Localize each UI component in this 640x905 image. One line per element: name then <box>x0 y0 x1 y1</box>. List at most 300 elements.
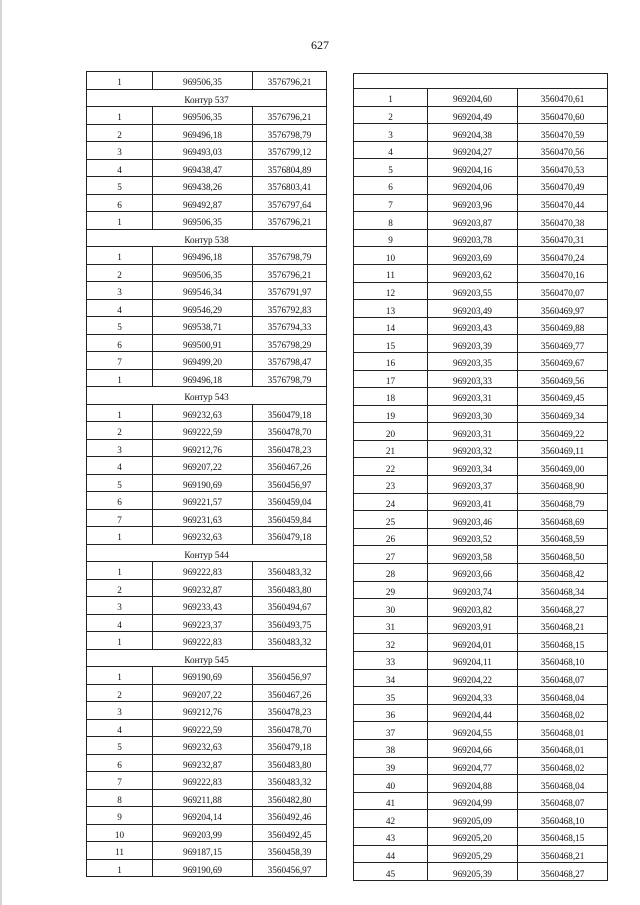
point-number-cell: 22 <box>354 458 428 476</box>
point-number-cell: 5 <box>87 737 153 755</box>
x-coordinate-cell: 969205,29 <box>428 845 518 863</box>
table-row <box>87 719 327 737</box>
table-row <box>354 423 608 441</box>
y-coordinate-cell: 3560468,07 <box>518 669 608 687</box>
point-number-cell: 38 <box>354 739 428 757</box>
point-number-cell: 3 <box>354 124 428 142</box>
point-number-cell: 23 <box>354 476 428 494</box>
contour-header-row <box>87 229 327 247</box>
point-number-cell: 1 <box>87 107 153 125</box>
y-coordinate-cell: 3560468,02 <box>518 757 608 775</box>
table-row <box>354 775 608 793</box>
table-row <box>354 476 608 494</box>
x-coordinate-cell: 969207,22 <box>153 457 253 475</box>
table-row <box>354 599 608 617</box>
table-row <box>354 652 608 670</box>
point-number-cell: 44 <box>354 845 428 863</box>
y-coordinate-cell: 3560468,21 <box>518 845 608 863</box>
y-coordinate-cell: 3576794,33 <box>253 317 327 335</box>
x-coordinate-cell: 969232,87 <box>153 579 253 597</box>
x-coordinate-cell: 969205,39 <box>428 863 518 881</box>
y-coordinate-cell: 3560468,10 <box>518 810 608 828</box>
y-coordinate-cell: 3560458,39 <box>253 842 327 860</box>
table-row <box>87 842 327 860</box>
contour-header-row <box>87 649 327 667</box>
y-coordinate-cell: 3576797,64 <box>253 194 327 212</box>
point-number-cell: 8 <box>87 789 153 807</box>
x-coordinate-cell: 969203,66 <box>428 564 518 582</box>
x-coordinate-cell: 969204,88 <box>428 775 518 793</box>
table-row <box>354 194 608 212</box>
y-coordinate-cell: 3560470,53 <box>518 159 608 177</box>
point-number-cell: 1 <box>87 369 153 387</box>
y-coordinate-cell: 3560482,80 <box>253 789 327 807</box>
y-coordinate-cell: 3576792,83 <box>253 299 327 317</box>
x-coordinate-cell: 969506,35 <box>153 107 253 125</box>
y-coordinate-cell: 3560469,56 <box>518 370 608 388</box>
y-coordinate-cell: 3560459,04 <box>253 492 327 510</box>
y-coordinate-cell: 3560468,79 <box>518 493 608 511</box>
x-coordinate-cell: 969496,18 <box>153 124 253 142</box>
x-coordinate-cell: 969203,82 <box>428 599 518 617</box>
x-coordinate-cell: 969546,29 <box>153 299 253 317</box>
table-row <box>354 704 608 722</box>
table-row <box>87 299 327 317</box>
y-coordinate-cell: 3560468,15 <box>518 634 608 652</box>
x-coordinate-cell: 969203,49 <box>428 300 518 318</box>
x-coordinate-cell: 969207,22 <box>153 684 253 702</box>
x-coordinate-cell: 969221,57 <box>153 492 253 510</box>
x-coordinate-cell: 969438,26 <box>153 177 253 195</box>
x-coordinate-cell: 969204,01 <box>428 634 518 652</box>
table-row <box>87 159 327 177</box>
y-coordinate-cell: 3560468,27 <box>518 599 608 617</box>
point-number-cell: 9 <box>354 229 428 247</box>
x-coordinate-cell: 969203,99 <box>153 824 253 842</box>
table-row <box>87 509 327 527</box>
point-number-cell: 1 <box>354 89 428 107</box>
contour-header-row <box>87 544 327 562</box>
point-number-cell: 32 <box>354 634 428 652</box>
y-coordinate-cell: 3560469,45 <box>518 388 608 406</box>
point-number-cell: 33 <box>354 652 428 670</box>
x-coordinate-cell: 969212,76 <box>153 702 253 720</box>
y-coordinate-cell: 3560468,27 <box>518 863 608 881</box>
contour-title: Контур 544 <box>87 544 327 562</box>
y-coordinate-cell: 3560470,49 <box>518 176 608 194</box>
point-number-cell: 4 <box>87 299 153 317</box>
x-coordinate-cell: 969203,74 <box>428 581 518 599</box>
y-coordinate-cell: 3560479,18 <box>253 737 327 755</box>
x-coordinate-cell: 969203,46 <box>428 511 518 529</box>
table-row <box>354 581 608 599</box>
table-row <box>87 72 327 90</box>
point-number-cell: 19 <box>354 405 428 423</box>
x-coordinate-cell: 969203,91 <box>428 616 518 634</box>
y-coordinate-cell: 3560468,07 <box>518 792 608 810</box>
y-coordinate-cell: 3560483,32 <box>253 562 327 580</box>
point-number-cell: 20 <box>354 423 428 441</box>
x-coordinate-cell: 969204,14 <box>153 807 253 825</box>
table-row <box>354 124 608 142</box>
point-number-cell: 10 <box>87 824 153 842</box>
table-row <box>87 334 327 352</box>
point-number-cell: 29 <box>354 581 428 599</box>
point-number-cell: 1 <box>87 859 153 877</box>
x-coordinate-cell: 969506,35 <box>153 72 253 90</box>
point-number-cell: 11 <box>87 842 153 860</box>
y-coordinate-cell: 3560469,22 <box>518 423 608 441</box>
y-coordinate-cell: 3560468,10 <box>518 652 608 670</box>
y-coordinate-cell: 3560483,80 <box>253 579 327 597</box>
y-coordinate-cell: 3560470,24 <box>518 247 608 265</box>
x-coordinate-cell: 969546,34 <box>153 282 253 300</box>
x-coordinate-cell: 969204,66 <box>428 739 518 757</box>
point-number-cell: 9 <box>87 807 153 825</box>
table-row <box>87 754 327 772</box>
table-row <box>87 264 327 282</box>
y-coordinate-cell: 3560469,00 <box>518 458 608 476</box>
table-row <box>87 369 327 387</box>
table-row <box>354 176 608 194</box>
x-coordinate-cell: 969204,22 <box>428 669 518 687</box>
x-coordinate-cell: 969190,69 <box>153 474 253 492</box>
y-coordinate-cell: 3560492,46 <box>253 807 327 825</box>
table-row <box>354 352 608 370</box>
point-number-cell: 7 <box>87 352 153 370</box>
table-row <box>354 528 608 546</box>
point-number-cell: 12 <box>354 282 428 300</box>
y-coordinate-cell: 3560478,70 <box>253 719 327 737</box>
y-coordinate-cell: 3560470,44 <box>518 194 608 212</box>
y-coordinate-cell: 3560468,34 <box>518 581 608 599</box>
point-number-cell: 16 <box>354 352 428 370</box>
table-row <box>87 579 327 597</box>
x-coordinate-cell: 969203,69 <box>428 247 518 265</box>
point-number-cell: 6 <box>87 754 153 772</box>
y-coordinate-cell: 3576798,29 <box>253 334 327 352</box>
x-coordinate-cell: 969496,18 <box>153 369 253 387</box>
x-coordinate-cell: 969203,62 <box>428 264 518 282</box>
table-row <box>354 845 608 863</box>
table-row <box>354 493 608 511</box>
y-coordinate-cell: 3560470,38 <box>518 212 608 230</box>
y-coordinate-cell: 3560469,11 <box>518 440 608 458</box>
y-coordinate-cell: 3560470,61 <box>518 89 608 107</box>
y-coordinate-cell: 3576796,21 <box>253 72 327 90</box>
point-number-cell: 1 <box>87 667 153 685</box>
point-number-cell: 1 <box>87 404 153 422</box>
table-row <box>354 669 608 687</box>
table-row <box>87 107 327 125</box>
point-number-cell: 40 <box>354 775 428 793</box>
point-number-cell: 2 <box>354 106 428 124</box>
table-row <box>354 247 608 265</box>
x-coordinate-cell: 969203,31 <box>428 388 518 406</box>
point-number-cell: 1 <box>87 212 153 230</box>
y-coordinate-cell: 3576796,21 <box>253 264 327 282</box>
point-number-cell: 7 <box>354 194 428 212</box>
x-coordinate-cell: 969204,49 <box>428 106 518 124</box>
x-coordinate-cell: 969438,47 <box>153 159 253 177</box>
x-coordinate-cell: 969222,83 <box>153 632 253 650</box>
x-coordinate-cell: 969211,88 <box>153 789 253 807</box>
point-number-cell: 14 <box>354 317 428 335</box>
x-coordinate-cell: 969190,69 <box>153 859 253 877</box>
table-row <box>87 667 327 685</box>
y-coordinate-cell: 3560483,80 <box>253 754 327 772</box>
table-row <box>87 422 327 440</box>
y-coordinate-cell: 3560470,59 <box>518 124 608 142</box>
page-number: 627 <box>311 38 329 52</box>
y-coordinate-cell: 3576798,79 <box>253 247 327 265</box>
point-number-cell: 34 <box>354 669 428 687</box>
point-number-cell: 3 <box>87 142 153 160</box>
point-number-cell: 5 <box>354 159 428 177</box>
point-number-cell: 37 <box>354 722 428 740</box>
x-coordinate-cell: 969232,63 <box>153 404 253 422</box>
point-number-cell: 2 <box>87 124 153 142</box>
x-coordinate-cell: 969222,83 <box>153 562 253 580</box>
x-coordinate-cell: 969204,60 <box>428 89 518 107</box>
y-coordinate-cell: 3560459,84 <box>253 509 327 527</box>
y-coordinate-cell: 3560483,32 <box>253 632 327 650</box>
point-number-cell: 5 <box>87 317 153 335</box>
contour-header-row <box>87 387 327 405</box>
x-coordinate-cell: 969222,59 <box>153 719 253 737</box>
y-coordinate-cell: 3576798,79 <box>253 124 327 142</box>
scan-edge <box>0 0 2 905</box>
x-coordinate-cell: 969222,59 <box>153 422 253 440</box>
table-row <box>87 824 327 842</box>
x-coordinate-cell: 969204,99 <box>428 792 518 810</box>
x-coordinate-cell: 969203,41 <box>428 493 518 511</box>
y-coordinate-cell: 3576791,97 <box>253 282 327 300</box>
x-coordinate-cell: 969204,44 <box>428 704 518 722</box>
point-number-cell: 31 <box>354 616 428 634</box>
table-row <box>354 810 608 828</box>
y-coordinate-cell: 3560479,18 <box>253 527 327 545</box>
table-row <box>354 300 608 318</box>
x-coordinate-cell: 969233,43 <box>153 597 253 615</box>
table-row <box>87 142 327 160</box>
point-number-cell: 4 <box>87 457 153 475</box>
x-coordinate-cell: 969204,33 <box>428 687 518 705</box>
point-number-cell: 3 <box>87 439 153 457</box>
y-coordinate-cell: 3560470,60 <box>518 106 608 124</box>
x-coordinate-cell: 969203,78 <box>428 229 518 247</box>
table-row <box>87 212 327 230</box>
y-coordinate-cell: 3560467,26 <box>253 457 327 475</box>
table-row <box>354 229 608 247</box>
table-row <box>354 264 608 282</box>
table-row <box>354 546 608 564</box>
point-number-cell: 2 <box>87 422 153 440</box>
table-row <box>87 317 327 335</box>
x-coordinate-cell: 969203,30 <box>428 405 518 423</box>
x-coordinate-cell: 969506,35 <box>153 212 253 230</box>
point-number-cell: 42 <box>354 810 428 828</box>
y-coordinate-cell: 3560468,69 <box>518 511 608 529</box>
x-coordinate-cell: 969203,33 <box>428 370 518 388</box>
point-number-cell: 7 <box>87 509 153 527</box>
point-number-cell: 10 <box>354 247 428 265</box>
y-coordinate-cell: 3560468,01 <box>518 722 608 740</box>
y-coordinate-cell: 3560468,90 <box>518 476 608 494</box>
table-row <box>354 564 608 582</box>
x-coordinate-cell: 969203,35 <box>428 352 518 370</box>
point-number-cell: 1 <box>87 562 153 580</box>
y-coordinate-cell: 3560468,42 <box>518 564 608 582</box>
point-number-cell: 1 <box>87 632 153 650</box>
y-coordinate-cell: 3576804,89 <box>253 159 327 177</box>
point-number-cell: 8 <box>354 212 428 230</box>
contour-title: Контур 543 <box>87 387 327 405</box>
y-coordinate-cell: 3560493,75 <box>253 614 327 632</box>
x-coordinate-cell: 969205,09 <box>428 810 518 828</box>
contour-title: Контур 545 <box>87 649 327 667</box>
table-row <box>87 404 327 422</box>
table-row <box>354 106 608 124</box>
table-row <box>87 194 327 212</box>
point-number-cell: 3 <box>87 282 153 300</box>
table-row <box>354 335 608 353</box>
point-number-cell: 1 <box>87 247 153 265</box>
y-coordinate-cell: 3560494,67 <box>253 597 327 615</box>
point-number-cell: 2 <box>87 684 153 702</box>
y-coordinate-cell: 3560469,67 <box>518 352 608 370</box>
x-coordinate-cell: 969203,55 <box>428 282 518 300</box>
table-row <box>87 597 327 615</box>
table-row <box>354 440 608 458</box>
table-row <box>354 863 608 881</box>
x-coordinate-cell: 969204,27 <box>428 141 518 159</box>
table-row <box>354 827 608 845</box>
point-number-cell: 1 <box>87 72 153 90</box>
table-row <box>87 614 327 632</box>
table-row <box>87 772 327 790</box>
point-number-cell: 30 <box>354 599 428 617</box>
x-coordinate-cell: 969493,03 <box>153 142 253 160</box>
point-number-cell: 13 <box>354 300 428 318</box>
point-number-cell: 18 <box>354 388 428 406</box>
point-number-cell: 24 <box>354 493 428 511</box>
table-row <box>354 212 608 230</box>
table-row <box>87 632 327 650</box>
y-coordinate-cell: 3560467,26 <box>253 684 327 702</box>
table-row <box>354 634 608 652</box>
point-number-cell: 1 <box>87 527 153 545</box>
table-row <box>354 757 608 775</box>
x-coordinate-cell: 969204,55 <box>428 722 518 740</box>
table-row <box>354 89 608 107</box>
contour-title: Контур 538 <box>87 229 327 247</box>
x-coordinate-cell: 969212,76 <box>153 439 253 457</box>
right-coordinates-table <box>353 73 608 881</box>
y-coordinate-cell: 3560468,01 <box>518 739 608 757</box>
point-number-cell: 26 <box>354 528 428 546</box>
point-number-cell: 36 <box>354 704 428 722</box>
point-number-cell: 2 <box>87 579 153 597</box>
y-coordinate-cell: 3560456,97 <box>253 667 327 685</box>
x-coordinate-cell: 969222,83 <box>153 772 253 790</box>
x-coordinate-cell: 969204,38 <box>428 124 518 142</box>
y-coordinate-cell: 3560456,97 <box>253 474 327 492</box>
table-row <box>87 474 327 492</box>
point-number-cell: 3 <box>87 597 153 615</box>
point-number-cell: 6 <box>87 492 153 510</box>
table-row <box>87 807 327 825</box>
y-coordinate-cell: 3576799,12 <box>253 142 327 160</box>
x-coordinate-cell: 969492,87 <box>153 194 253 212</box>
left-coordinates-table <box>86 71 327 877</box>
point-number-cell: 6 <box>87 194 153 212</box>
point-number-cell: 3 <box>87 702 153 720</box>
x-coordinate-cell: 969203,32 <box>428 440 518 458</box>
point-number-cell: 39 <box>354 757 428 775</box>
y-coordinate-cell: 3560470,07 <box>518 282 608 300</box>
x-coordinate-cell: 969232,63 <box>153 527 253 545</box>
y-coordinate-cell: 3560479,18 <box>253 404 327 422</box>
table-row <box>87 177 327 195</box>
table-row <box>354 282 608 300</box>
y-coordinate-cell: 3576803,41 <box>253 177 327 195</box>
y-coordinate-cell: 3560468,04 <box>518 775 608 793</box>
y-coordinate-cell: 3560470,56 <box>518 141 608 159</box>
y-coordinate-cell: 3560468,15 <box>518 827 608 845</box>
point-number-cell: 27 <box>354 546 428 564</box>
y-coordinate-cell: 3560478,23 <box>253 439 327 457</box>
point-number-cell: 28 <box>354 564 428 582</box>
x-coordinate-cell: 969538,71 <box>153 317 253 335</box>
y-coordinate-cell: 3576796,21 <box>253 212 327 230</box>
table-row <box>87 439 327 457</box>
y-coordinate-cell: 3560470,31 <box>518 229 608 247</box>
x-coordinate-cell: 969205,20 <box>428 827 518 845</box>
y-coordinate-cell: 3560469,34 <box>518 405 608 423</box>
point-number-cell: 45 <box>354 863 428 881</box>
point-number-cell: 5 <box>87 177 153 195</box>
point-number-cell: 15 <box>354 335 428 353</box>
table-row <box>87 124 327 142</box>
point-number-cell: 35 <box>354 687 428 705</box>
y-coordinate-cell: 3560492,45 <box>253 824 327 842</box>
table-row <box>87 789 327 807</box>
table-row <box>87 492 327 510</box>
contour-title: Контур 537 <box>87 89 327 107</box>
x-coordinate-cell: 969203,52 <box>428 528 518 546</box>
table-row <box>354 616 608 634</box>
table-row <box>354 687 608 705</box>
y-coordinate-cell: 3560468,04 <box>518 687 608 705</box>
x-coordinate-cell: 969187,15 <box>153 842 253 860</box>
y-coordinate-cell: 3576796,21 <box>253 107 327 125</box>
x-coordinate-cell: 969190,69 <box>153 667 253 685</box>
y-coordinate-cell: 3560456,97 <box>253 859 327 877</box>
x-coordinate-cell: 969506,35 <box>153 264 253 282</box>
y-coordinate-cell: 3576798,79 <box>253 369 327 387</box>
x-coordinate-cell: 969232,63 <box>153 737 253 755</box>
x-coordinate-cell: 969204,11 <box>428 652 518 670</box>
point-number-cell: 43 <box>354 827 428 845</box>
table-row <box>87 352 327 370</box>
point-number-cell: 4 <box>87 159 153 177</box>
table-row <box>87 859 327 877</box>
table-row <box>87 527 327 545</box>
x-coordinate-cell: 969232,87 <box>153 754 253 772</box>
table-row <box>354 458 608 476</box>
x-coordinate-cell: 969203,37 <box>428 476 518 494</box>
